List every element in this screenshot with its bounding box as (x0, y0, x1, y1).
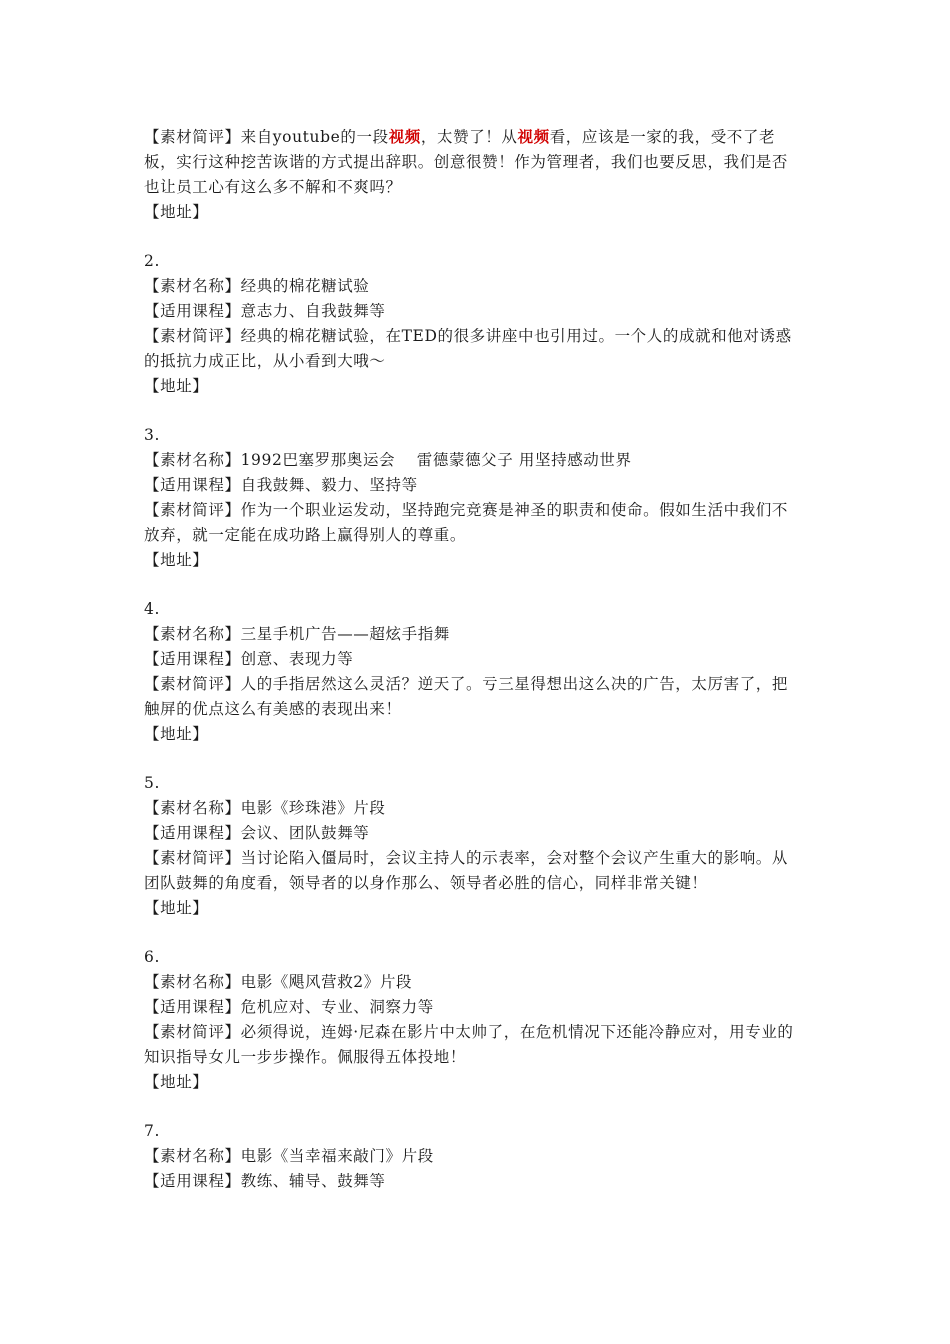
entry-address[interactable]: 【地址】 (144, 551, 209, 569)
comment-text: 【素材简评】来自youtube的一段 (144, 128, 389, 146)
entry-comment: 【素材简评】当讨论陷入僵局时，会议主持人的示表率，会对整个会议产生重大的影响。从团队鼓舞的角度看，领导者的以身作那么、领导者必胜的信心，同样非常关键！ (144, 849, 789, 892)
entry-address[interactable]: 【地址】 (144, 377, 209, 395)
comment-text: ，太赞了！从 (420, 128, 518, 146)
highlight-video: 视频 (517, 127, 550, 146)
highlight-video: 视频 (388, 127, 421, 146)
document-page (144, 124, 804, 1194)
entry-address[interactable]: 【地址】 (144, 899, 209, 917)
entry-name: 【素材名称】电影《珍珠港》片段 (144, 799, 386, 817)
entry-address[interactable]: 【地址】 (144, 1073, 209, 1091)
entry-name: 【素材名称】电影《当幸福来敲门》片段 (144, 1147, 434, 1165)
entry-course: 【适用课程】危机应对、专业、洞察力等 (144, 998, 434, 1016)
entry-name: 【素材名称】三星手机广告——超炫手指舞 (144, 625, 450, 643)
entry-course: 【适用课程】教练、辅导、鼓舞等 (144, 1172, 386, 1190)
entry-course: 【适用课程】意志力、自我鼓舞等 (144, 302, 386, 320)
entry-number: 5. (144, 774, 160, 792)
entry-name: 【素材名称】电影《飓风营救2》片段 (144, 973, 413, 991)
entry-number: 2. (144, 252, 160, 270)
entry-comment: 【素材简评】经典的棉花糖试验，在TED的很多讲座中也引用过。一个人的成就和他对诱惑的抵抗力成正比，从小看到大哦～ (144, 327, 792, 370)
entry-course: 【适用课程】自我鼓舞、毅力、坚持等 (144, 476, 418, 494)
entry-comment: 【素材简评】必须得说，连姆·尼森在影片中太帅了，在危机情况下还能冷静应对，用专业的知识指导女儿一步步操作。佩服得五体投地！ (144, 1023, 794, 1066)
entry-number: 7. (144, 1122, 160, 1140)
entry-comment: 【素材简评】作为一个职业运发动，坚持跑完竞赛是神圣的职责和使命。假如生活中我们不放弃，就一定能在成功路上赢得别人的尊重。 (144, 501, 789, 544)
entry-number: 6. (144, 948, 160, 966)
entry-course: 【适用课程】创意、表现力等 (144, 650, 354, 668)
entry-course: 【适用课程】会议、团队鼓舞等 (144, 824, 370, 842)
entry-number: 3. (144, 426, 160, 444)
entry-number: 4. (144, 600, 160, 618)
entry-name: 【素材名称】经典的棉花糖试验 (144, 277, 370, 295)
entry-name: 【素材名称】1992巴塞罗那奥运会 雷德蒙德父子 用坚持感动世界 (144, 451, 632, 469)
intro-address[interactable]: 【地址】 (144, 203, 209, 221)
entry-comment: 【素材简评】人的手指居然这么灵活？逆天了。亏三星得想出这么决的广告，太厉害了，把触屏的优点这么有美感的表现出来！ (144, 675, 789, 718)
entry-address[interactable]: 【地址】 (144, 725, 209, 743)
comment-text: 看，应该是一家的我，受不了老板，实行这种挖苦诙谐的方式提出辞职。创意很赞！作为管理者，我们也要反思，我们是否也让员工心有这么多不解和不爽吗？ (144, 128, 789, 196)
intro-comment (144, 124, 804, 200)
